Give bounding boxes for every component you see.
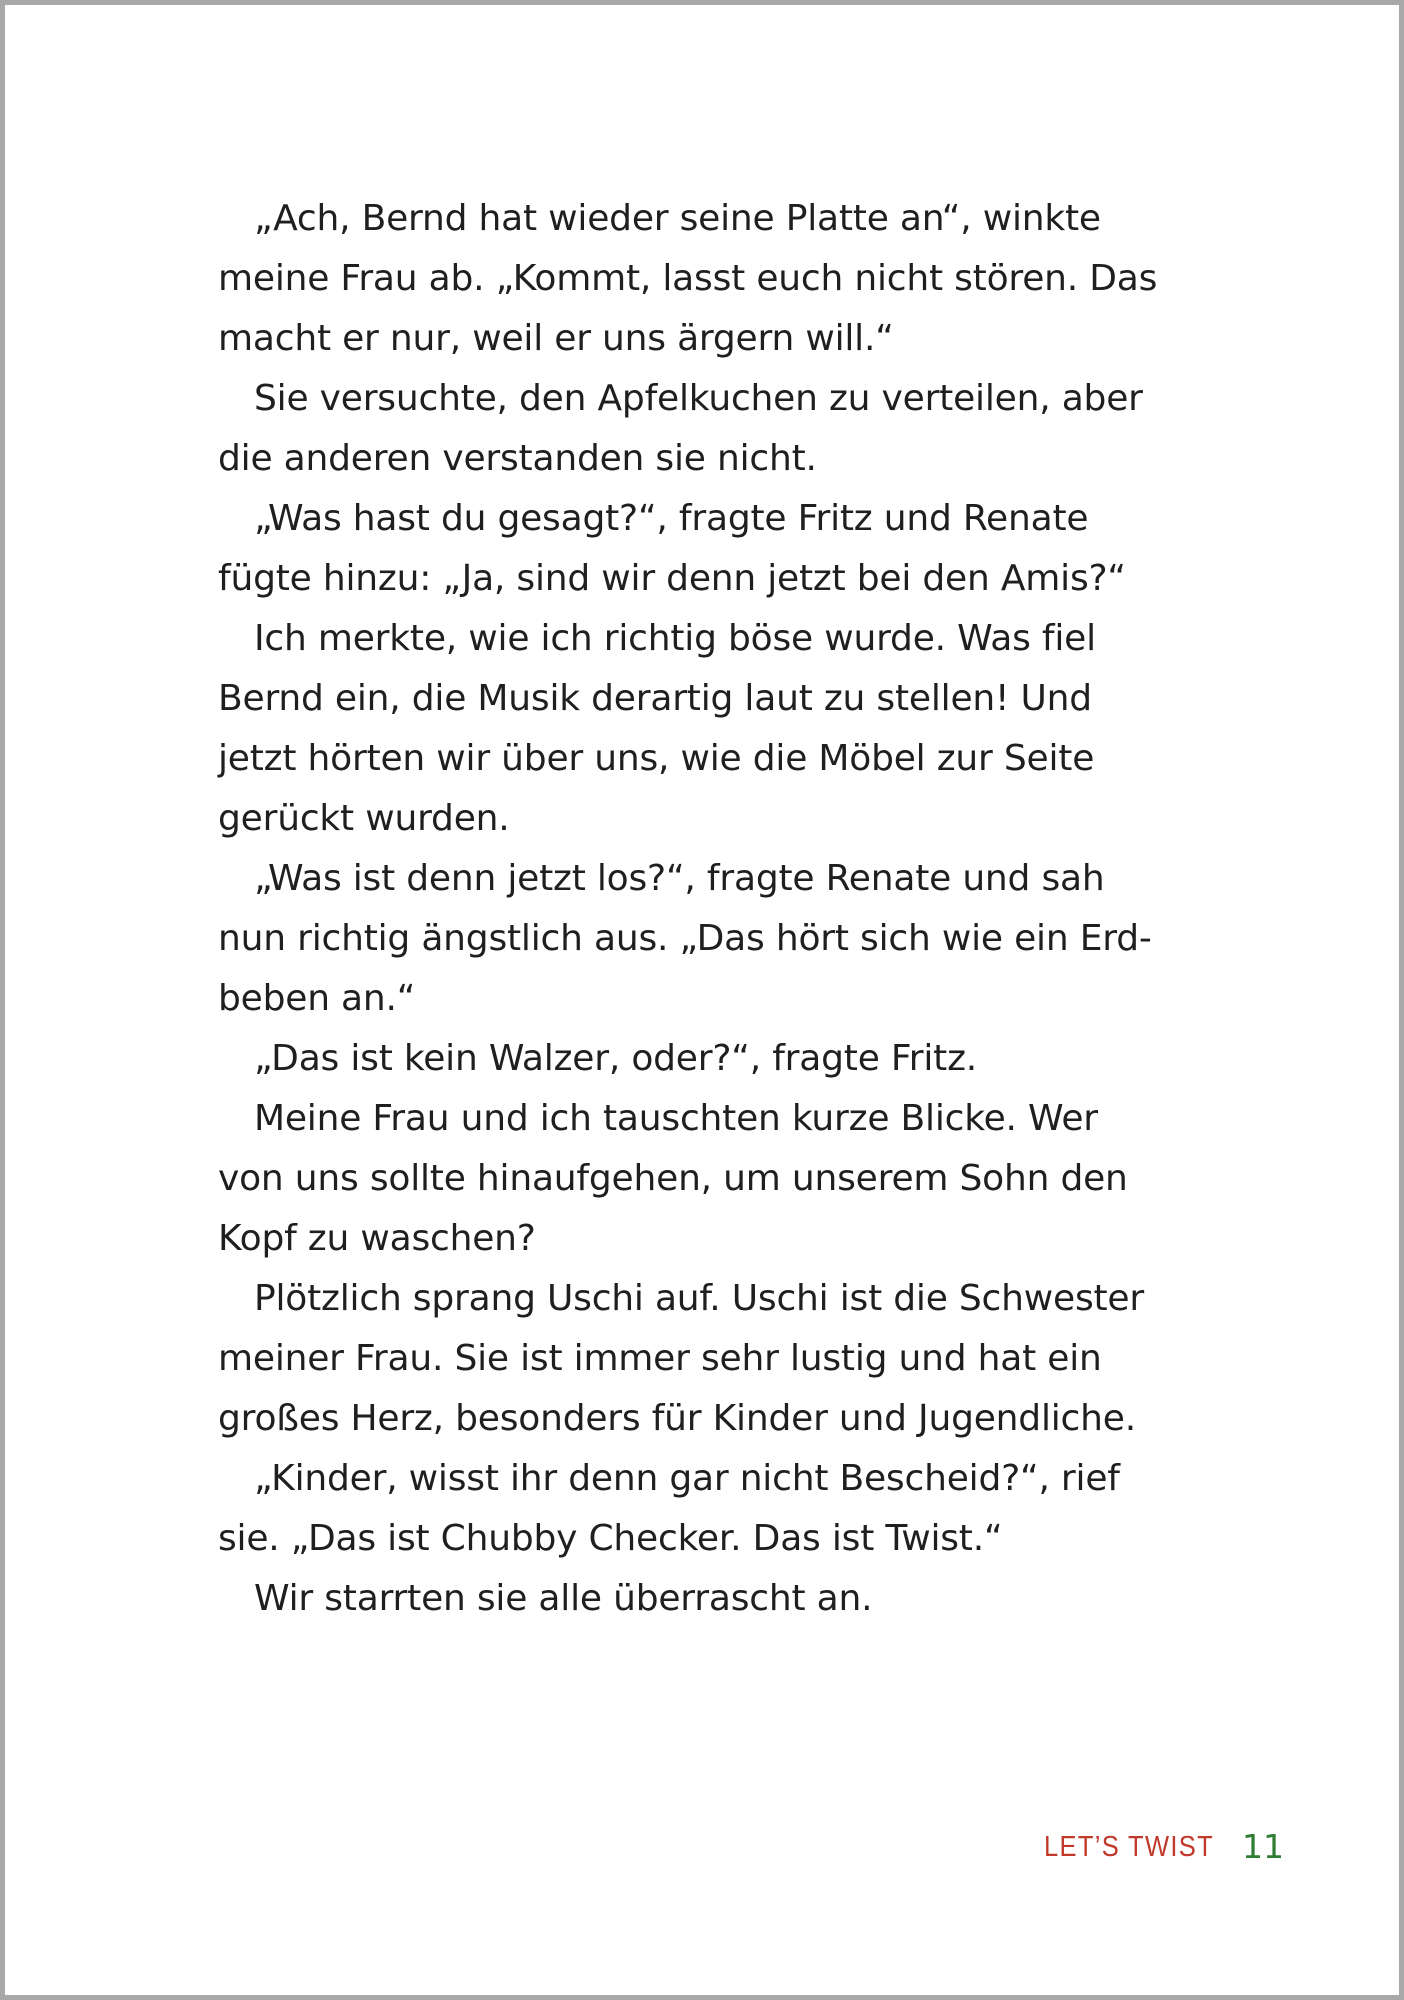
text-line: meiner Frau. Sie ist immer sehr lustig und hat ein: [218, 1338, 1102, 1379]
text-line: großes Herz, besonders für Kinder und Jugendliche.: [218, 1398, 1136, 1439]
text-line: fügte hinzu: „Ja, sind wir denn jetzt bei den Amis?“: [218, 558, 1126, 599]
text-line: nun richtig ängstlich aus. „Das hört sich wie ein Erd-: [218, 918, 1152, 959]
page-number: 11: [1242, 1827, 1284, 1866]
text-line: Bernd ein, die Musik derartig laut zu stellen! Und: [218, 678, 1092, 719]
running-head: LET’S TWIST: [1044, 1831, 1215, 1863]
text-line: „Kinder, wisst ihr denn gar nicht Bescheid?“, rief: [254, 1458, 1120, 1499]
text-line: „Was hast du gesagt?“, fragte Fritz und Renate: [254, 498, 1089, 539]
text-line: macht er nur, weil er uns ärgern will.“: [218, 318, 894, 359]
text-line: „Was ist denn jetzt los?“, fragte Renate und sah: [254, 858, 1105, 899]
text-line: Kopf zu waschen?: [218, 1218, 536, 1259]
text-line: Wir starrten sie alle überrascht an.: [254, 1578, 873, 1619]
text-line: Meine Frau und ich tauschten kurze Blicke. Wer: [254, 1098, 1098, 1139]
text-line: Ich merkte, wie ich richtig böse wurde. Was fiel: [254, 618, 1096, 659]
text-line: die anderen verstanden sie nicht.: [218, 438, 817, 479]
text-line: beben an.“: [218, 978, 416, 1019]
text-line: gerückt wurden.: [218, 798, 510, 839]
body-text: [218, 189, 1218, 1629]
text-line: Sie versuchte, den Apfelkuchen zu verteilen, aber: [254, 378, 1143, 419]
text-line: Plötzlich sprang Uschi auf. Uschi ist die Schwester: [254, 1278, 1144, 1319]
text-line: sie. „Das ist Chubby Checker. Das ist Twist.“: [218, 1518, 1003, 1559]
text-line: jetzt hörten wir über uns, wie die Möbel zur Seite: [218, 738, 1095, 779]
text-line: von uns sollte hinaufgehen, um unserem Sohn den: [218, 1158, 1128, 1199]
text-line: „Ach, Bernd hat wieder seine Platte an“, winkte: [254, 198, 1101, 239]
text-line: „Das ist kein Walzer, oder?“, fragte Fritz.: [254, 1038, 978, 1079]
text-line: meine Frau ab. „Kommt, lasst euch nicht stören. Das: [218, 258, 1158, 299]
